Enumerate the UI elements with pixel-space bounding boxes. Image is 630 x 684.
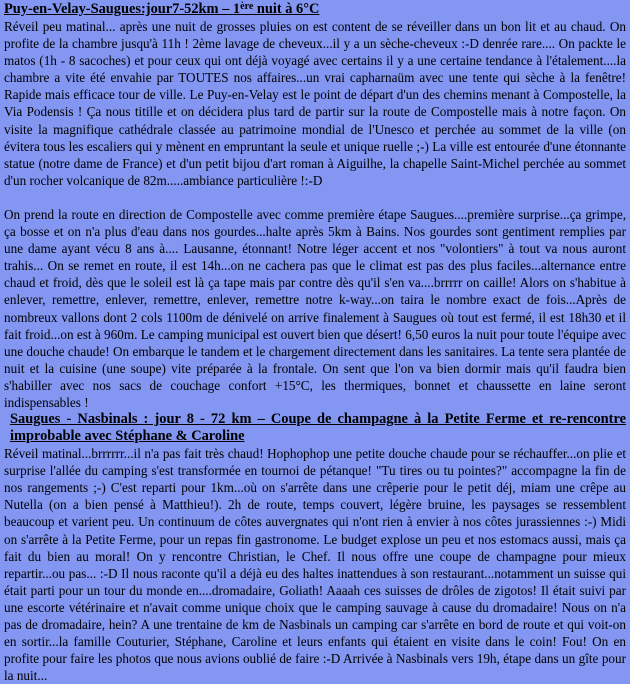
day7-heading — [4, 1, 626, 18]
day7-paragraph-1: Réveil peu matinal... après une nuit de grosses pluies on est content de se réveiller dans un bon lit et au chaud. On profite de la chambre jusqu'à 11h ! 2ème lavage de cheveux...il y a un sèche-cheveux :-D denrée rare.... On packte le matos (1h - 8 sacoches) et pour ceux qui ont déjà voyagé avec certains il y a une certaine tendance à l'étalement....la chambre a vite été envahie par TOUTES nos affaires...un vrai capharnaüm avec une tente qui sèche à la fenêtre! Rapide mais efficace tour de ville. Le Puy-en-Velay est le point de départ d'un des chemins menant à Compostelle, la Via Podensis ! Ça nous titille et on décidera plus tard de partir sur la route de Compostelle mais à notre façon. On visite la magnifique cathédrale classée au patrimoine mondial de l'Unesco et perchée au sommet de la ville (on évitera tous les escaliers qui y mènent en empruntant la seule et unique ruelle ;-) La ville est entourée d'une étonnante statue (notre dame de France) et d'un petit bijou d'art roman à Aiguilhe, la chapelle Saint-Michel perchée au sommet d'un rocher volcanique de 82m.....ambiance particulière !:-D — [4, 19, 626, 188]
paragraph-spacer — [4, 189, 626, 206]
day7-heading-suffix: nuit à 6°C — [253, 1, 320, 17]
day8-paragraph-1: Réveil matinal...brrrrrr...il n'a pas fait très chaud! Hophophop une petite douche chaude pour se réchauffer...on plie et surprise l'allée du camping s'est transformée en tournoi de pétanque! "Tu tires ou tu pointes?" accompagne la fin de nos rangements ;-) C'est reparti pour 1km...où on s'arrête dans une crêperie pour le petit déj, miam une crêpe au Nutella (on a bien pensé à Matthieu!). 2h de route, temps couvert, légère bruine, les paysages se ressemblent beaucoup et varient peu. Un continuum de côtes auvergnates qui n'ont rien à envier à nos côtes jurassiennes :-) Midi on s'arrête à la Petite Ferme, pour un repas fin gastronome. Le budget explose un peu et nos estomacs aussi, mais ça fait du bien au moral! On y rencontre Christian, le Chef. Il nous offre une coupe de champagne pour mieux repartir...ou pas... :-D Il nous raconte qu'il a déjà eu des haltes inattendues à son restaurant...notamment un suisse qui était parti pour un tour du monde en....dromadaire, Goliath! Aaaah ces suisses de drôles de zigotos! Il était suivi par une escorte vétérinaire et n'avait comme unique choix que le camping sauvage à cause du dromadaire! Nous on n'a pas de dromadaire, hein? A une trentaine de km de Nasbinals un camping car s'arrête en bord de route et qui voit-on en sortir...la famille Couturier, Stéphane, Caroline et leurs enfants qui étaient en visite dans le coin! Fou! On en profite pour faire les photos que nous avions oublié de faire :-D Arrivée à Nasbinals vers 19h, étape dans un gîte pour la nuit... — [4, 446, 626, 684]
day7-paragraph-2: On prend la route en direction de Compostelle avec comme première étape Saugues....première surprise...ça grimpe, ça bosse et on n'a plus d'eau dans nos gourdes...halte après 5km à Bains. Nos gourdes sont gentiment remplies par une dame ayant vécu 8 ans à.... Lausanne, étonnant! Notre léger accent et nos "volontiers" à tout va nous auront trahis... On se remet en route, il est 14h...on ne cachera pas que le climat est pas des plus faciles...alternance entre chaud et froid, dès que le soleil est là ça tape mais par contre dès qu'il s'en va....brrrrr on caille! Alors on s'habitue à enlever, remettre, enlever, remettre, enlever, remettre notre k-way...on taira le nombre exact de fois...Après de nombreux vallons dont 2 cols 1100m de dénivelé on arrive finalement à Saugues où tout est fermé, il est 18h30 et il fait froid...on est à 960m. Le camping municipal est ouvert bien que désert! 6,50 euros la nuit pour toute l'équipe avec une douche chaude! On embarque le tandem et le chargement directement dans les sanitaires. La tente sera plantée de nuit et la cuisine (une soupe) vite préparée à la frontale. On sent que l'on va bien dormir mais qu'il faudra bien s'habiller avec nos sacs de couchage confort +15°C, les thermiques, bonnet et chaussette en laine seront indispensables ! — [4, 206, 626, 410]
day8-heading: Saugues - Nasbinals : jour 8 - 72 km – Coupe de champagne à la Petite Ferme et re-rencontre improbable avec Stéphane & Caroline — [10, 411, 626, 445]
day7-heading-sup: ère — [240, 1, 254, 12]
day7-heading-prefix: Puy-en-Velay-Saugues:jour7-52km – 1 — [4, 1, 241, 17]
